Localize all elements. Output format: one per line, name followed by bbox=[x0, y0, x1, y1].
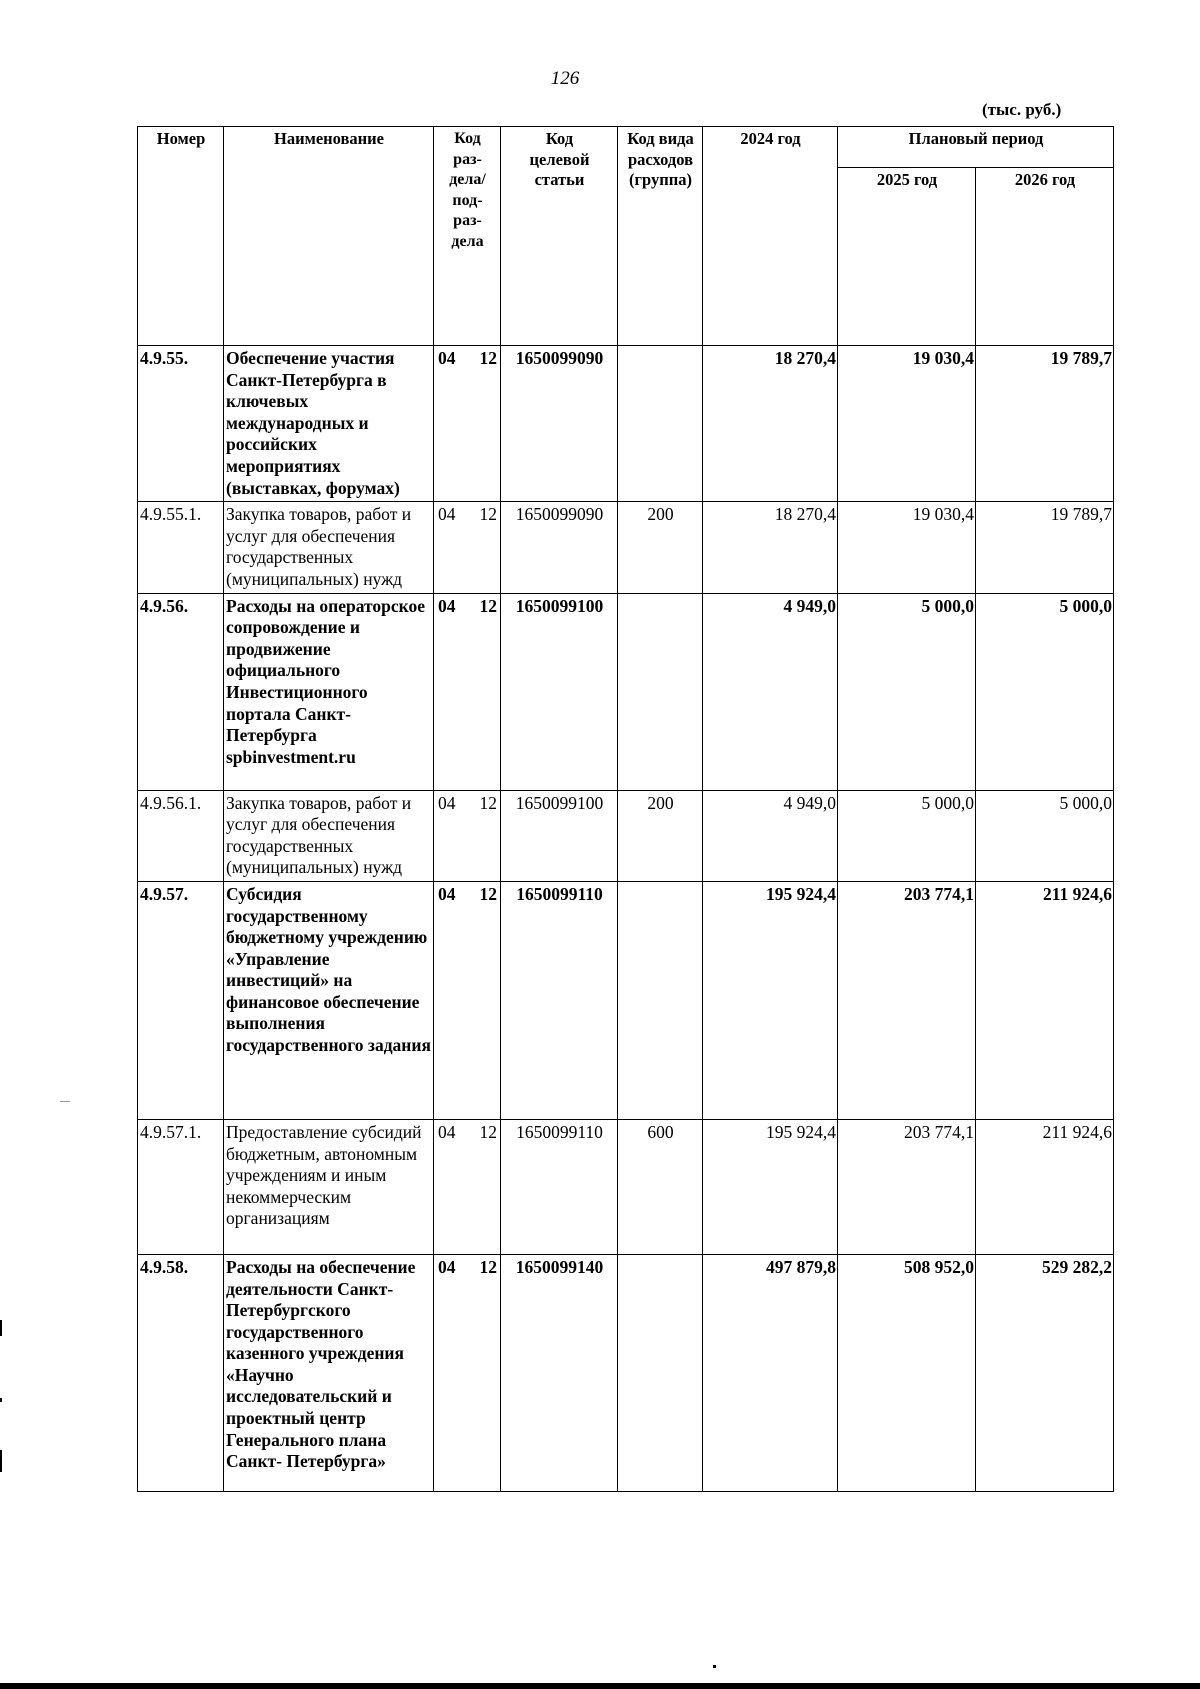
podrazdel-code: 12 bbox=[479, 348, 497, 368]
table-row bbox=[138, 881, 1114, 1119]
cell-2026: 19 789,7 bbox=[976, 502, 1114, 593]
header-name: Наименование bbox=[224, 127, 434, 346]
cell-name: Расходы на обеспечение деятельности Санкт-Петербургского государственного казенного учреждения «Научно исследовательский и проектный центр Генерального плана Санкт- Петербурга» bbox=[224, 1254, 434, 1491]
razdel-codes bbox=[436, 596, 499, 618]
razdel-codes bbox=[436, 793, 499, 815]
cell-2025: 5 000,0 bbox=[838, 790, 976, 881]
header-razdel: Код раз- дела/ под- раз- дела bbox=[434, 127, 501, 346]
cell-razdel bbox=[434, 502, 501, 593]
cell-2024: 195 924,4 bbox=[703, 1119, 838, 1254]
header-2026: 2026 год bbox=[976, 168, 1114, 346]
cell-2025: 5 000,0 bbox=[838, 593, 976, 790]
cell-target: 1650099110 bbox=[501, 881, 618, 1119]
cell-2024: 18 270,4 bbox=[703, 502, 838, 593]
scan-speck bbox=[713, 1665, 716, 1668]
razdel-code: 04 bbox=[438, 504, 456, 525]
razdel-code: 04 bbox=[438, 792, 456, 813]
cell-razdel bbox=[434, 790, 501, 881]
cell-2025: 203 774,1 bbox=[838, 881, 976, 1119]
cell-name: Обеспечение участия Санкт-Петербурга в ключевых международных и российских мероприятиях (выставках, форумах) bbox=[224, 346, 434, 502]
header-2025: 2025 год bbox=[838, 168, 976, 346]
budget-body bbox=[138, 346, 1114, 1492]
razdel-code: 04 bbox=[438, 1121, 456, 1142]
units-label: (тыс. руб.) bbox=[982, 100, 1062, 119]
cell-razdel bbox=[434, 1254, 501, 1491]
cell-name: Закупка товаров, работ и услуг для обеспечения государственных (муниципальных) нужд bbox=[224, 502, 434, 593]
table-row bbox=[138, 1254, 1114, 1491]
cell-2024: 18 270,4 bbox=[703, 346, 838, 502]
razdel-codes bbox=[436, 884, 499, 906]
razdel-code: 04 bbox=[438, 1256, 456, 1277]
cell-kvr: 600 bbox=[618, 1119, 703, 1254]
cell-2026: 211 924,6 bbox=[976, 881, 1114, 1119]
cell-kvr: 200 bbox=[618, 502, 703, 593]
cell-number: 4.9.57.1. bbox=[138, 1119, 224, 1254]
cell-number: 4.9.57. bbox=[138, 881, 224, 1119]
cell-number: 4.9.56. bbox=[138, 593, 224, 790]
razdel-code: 04 bbox=[438, 883, 456, 904]
razdel-code: 04 bbox=[438, 348, 456, 368]
cell-2026: 211 924,6 bbox=[976, 1119, 1114, 1254]
cell-kvr: 200 bbox=[618, 790, 703, 881]
cell-number: 4.9.55. bbox=[138, 346, 224, 502]
cell-razdel bbox=[434, 881, 501, 1119]
cell-number: 4.9.58. bbox=[138, 1254, 224, 1491]
cell-2026: 5 000,0 bbox=[976, 790, 1114, 881]
cell-razdel bbox=[434, 346, 501, 502]
cell-2024: 4 949,0 bbox=[703, 593, 838, 790]
cell-razdel bbox=[434, 1119, 501, 1254]
cell-name: Закупка товаров, работ и услуг для обеспечения государственных (муниципальных) нужд bbox=[224, 790, 434, 881]
header-2024: 2024 год bbox=[703, 127, 838, 346]
cell-name: Расходы на операторское сопровождение и продвижение официального Инвестиционного портала Санкт-Петербурга spbinvestment.ru bbox=[224, 593, 434, 790]
header-plan-period: Плановый период bbox=[838, 127, 1114, 168]
cell-kvr bbox=[618, 593, 703, 790]
header-kvr: Код вида расходов (группа) bbox=[618, 127, 703, 346]
podrazdel-code: 12 bbox=[479, 504, 497, 525]
cell-target: 1650099090 bbox=[501, 502, 618, 593]
cell-2025: 203 774,1 bbox=[838, 1119, 976, 1254]
cell-2025: 19 030,4 bbox=[838, 502, 976, 593]
table-row bbox=[138, 502, 1114, 593]
razdel-codes bbox=[436, 1257, 499, 1279]
scan-edge-mark bbox=[0, 1398, 2, 1402]
cell-2026: 5 000,0 bbox=[976, 593, 1114, 790]
podrazdel-code: 12 bbox=[479, 1256, 497, 1277]
header-target: Код целевой статьи bbox=[501, 127, 618, 346]
cell-2025: 508 952,0 bbox=[838, 1254, 976, 1491]
cell-number: 4.9.56.1. bbox=[138, 790, 224, 881]
cell-kvr bbox=[618, 1254, 703, 1491]
cell-name: Предоставление субсидий бюджетным, автономным учреждениям и иным некоммерческим организациям bbox=[224, 1119, 434, 1254]
cell-2026: 19 789,7 bbox=[976, 346, 1114, 502]
cell-target: 1650099140 bbox=[501, 1254, 618, 1491]
header-number: Номер bbox=[138, 127, 224, 346]
cell-2025: 19 030,4 bbox=[838, 346, 976, 502]
razdel-codes bbox=[436, 504, 499, 526]
cell-2024: 4 949,0 bbox=[703, 790, 838, 881]
page-number: 126 bbox=[550, 68, 580, 89]
table-row bbox=[138, 1119, 1114, 1254]
scan-edge-mark bbox=[0, 1450, 2, 1472]
podrazdel-code: 12 bbox=[479, 792, 497, 813]
cell-razdel bbox=[434, 593, 501, 790]
podrazdel-code: 12 bbox=[479, 595, 497, 616]
cell-kvr bbox=[618, 881, 703, 1119]
razdel-codes bbox=[436, 1122, 499, 1144]
cell-name: Субсидия государственному бюджетному учреждению «Управление инвестиций» на финансовое обеспечение выполнения государственного задания bbox=[224, 881, 434, 1119]
razdel-code: 04 bbox=[438, 595, 456, 616]
cell-target: 1650099100 bbox=[501, 593, 618, 790]
cell-number: 4.9.55.1. bbox=[138, 502, 224, 593]
cell-target: 1650099090 bbox=[501, 346, 618, 502]
table-row bbox=[138, 593, 1114, 790]
cell-target: 1650099100 bbox=[501, 790, 618, 881]
scan-dash-mark bbox=[60, 1101, 70, 1102]
cell-2024: 497 879,8 bbox=[703, 1254, 838, 1491]
budget-table bbox=[137, 126, 1114, 1492]
razdel-codes bbox=[436, 348, 499, 370]
cell-2026: 529 282,2 bbox=[976, 1254, 1114, 1491]
cell-kvr bbox=[618, 346, 703, 502]
scan-bottom-bar bbox=[0, 1683, 1200, 1689]
cell-target: 1650099110 bbox=[501, 1119, 618, 1254]
scan-edge-mark bbox=[0, 1320, 2, 1336]
table-row bbox=[138, 346, 1114, 502]
podrazdel-code: 12 bbox=[479, 1121, 497, 1142]
podrazdel-code: 12 bbox=[479, 883, 497, 904]
table-row bbox=[138, 790, 1114, 881]
cell-2024: 195 924,4 bbox=[703, 881, 838, 1119]
